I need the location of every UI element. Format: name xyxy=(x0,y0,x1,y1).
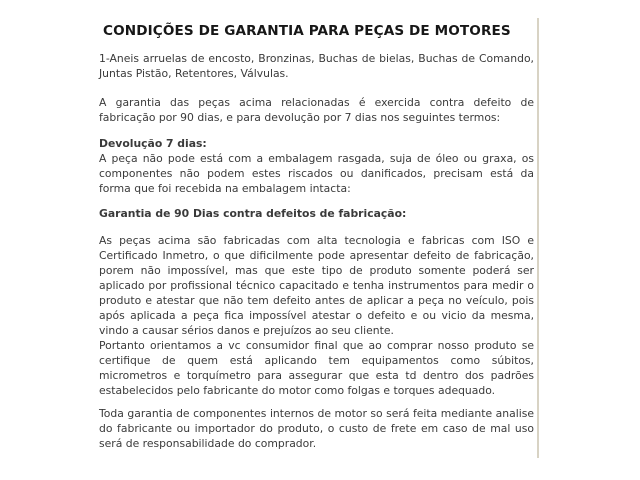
factory-warranty-paragraph-2: Portanto orientamos a vc consumidor final que ao comprar nosso produto se certifique de quem está aplicando tem equipamentos como súbitos, micrometros e torquímetro para assegurar que esta td dentro dos padrões estabelecidos pelo fabricante do motor como folgas e torques adequado. xyxy=(99,339,534,397)
factory-warranty-section xyxy=(99,233,534,398)
warranty-terms-paragraph: A garantia das peças acima relacionadas é exercida contra defeito de fabricação por 90 dias, e para devolução por 7 dias nos seguintes termos: xyxy=(99,96,534,124)
right-border-divider xyxy=(537,18,539,458)
return-policy-heading: Devolução 7 dias: xyxy=(99,137,207,150)
factory-warranty-paragraph-1: As peças acima são fabricadas com alta tecnologia e fabricas com ISO e Certificado Inmetro, o que dificilmente pode apresentar defeito de fabricação, porem não impossível, mas que este tipo de produto somente poderá ser aplicado por profissional técnico capacitado e tenha instrumentos para medir o produto e atestar que não tem defeito antes de aplicar a peça no veículo, pois após aplicada a peça fica impossível atestar o defeito e ou vicio da mesma, vindo a causar sérios danos e prejuízos ao seu cliente. xyxy=(99,234,534,337)
final-note-paragraph: Toda garantia de componentes internos de motor so será feita mediante analise do fabricante ou importador do produto, o custo de frete em caso de mal uso será de responsabilidade do comprador. xyxy=(99,407,534,450)
parts-list-paragraph: 1-Aneis arruelas de encosto, Bronzinas, Buchas de bielas, Buchas de Comando, Juntas Pistão, Retentores, Válvulas. xyxy=(99,52,534,80)
warranty-document xyxy=(99,0,534,480)
document-title: CONDIÇÕES DE GARANTIA PARA PEÇAS DE MOTORES xyxy=(103,23,511,39)
return-policy-paragraph: A peça não pode está com a embalagem rasgada, suja de óleo ou graxa, os componentes não podem estes riscados ou danificados, precisam está da forma que foi recebida na embalagem intacta: xyxy=(99,152,534,195)
factory-warranty-heading: Garantia de 90 Dias contra defeitos de fabricação: xyxy=(99,207,407,220)
